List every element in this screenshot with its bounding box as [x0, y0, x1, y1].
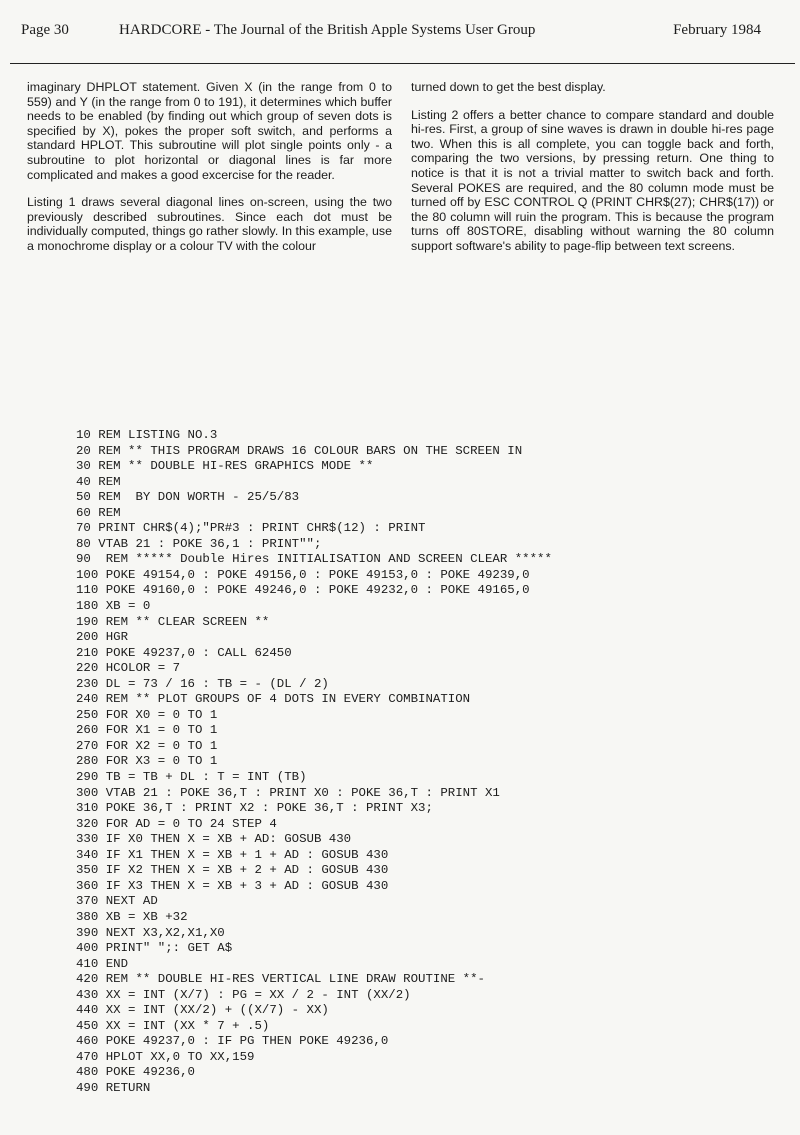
code-line: 300 VTAB 21 : POKE 36,T : PRINT X0 : POKE 36,T : PRINT X1 [76, 785, 500, 800]
code-line: 310 POKE 36,T : PRINT X2 : POKE 36,T : PRINT X3; [76, 801, 433, 816]
code-line: 460 POKE 49237,0 : IF PG THEN POKE 49236,0 [76, 1034, 389, 1049]
code-line: 350 IF X2 THEN X = XB + 2 + AD : GOSUB 430 [76, 863, 389, 878]
right-column [411, 80, 774, 267]
paragraph: imaginary DHPLOT statement. Given X (in the range from 0 to 559) and Y (in the range from 0 to 191), it determines which buffer needs to be enabled (by finding out which group of seven dots is specified by X), pokes the proper soft switch, and performs a standard HPLOT. This subroutine will plot single points only - a subroutine to plot horizontal or diagonal lines is far more complicated and makes a good excercise for the reader. [27, 80, 392, 182]
code-line: 40 REM [76, 474, 121, 489]
code-line: 320 FOR AD = 0 TO 24 STEP 4 [76, 816, 277, 831]
code-line: 70 PRINT CHR$(4);"PR#3 : PRINT CHR$(12) : PRINT [76, 521, 426, 536]
code-line: 390 NEXT X3,X2,X1,X0 [76, 925, 225, 940]
code-line: 470 HPLOT XX,0 TO XX,159 [76, 1049, 255, 1064]
code-line: 30 REM ** DOUBLE HI-RES GRAPHICS MODE ** [76, 459, 374, 474]
code-line: 490 RETURN [76, 1080, 151, 1095]
code-line: 20 REM ** THIS PROGRAM DRAWS 16 COLOUR BARS ON THE SCREEN IN [76, 443, 523, 458]
page-header [21, 22, 761, 46]
program-listing [76, 428, 791, 1097]
code-line: 190 REM ** CLEAR SCREEN ** [76, 614, 270, 629]
code-line: 370 NEXT AD [76, 894, 158, 909]
code-line: 360 IF X3 THEN X = XB + 3 + AD : GOSUB 430 [76, 878, 389, 893]
code-line: 90 REM ***** Double Hires INITIALISATION AND SCREEN CLEAR ***** [76, 552, 552, 567]
page-number: Page 30 [21, 22, 69, 38]
code-line: 50 REM BY DON WORTH - 25/5/83 [76, 490, 300, 505]
code-line: 380 XB = XB +32 [76, 909, 188, 924]
code-line: 480 POKE 49236,0 [76, 1065, 195, 1080]
issue-date: February 1984 [673, 22, 761, 38]
code-line: 250 FOR X0 = 0 TO 1 [76, 707, 218, 722]
code-line: 210 POKE 49237,0 : CALL 62450 [76, 645, 292, 660]
code-line: 440 XX = INT (XX/2) + ((X/7) - XX) [76, 1003, 329, 1018]
code-line: 430 XX = INT (X/7) : PG = XX / 2 - INT (XX/2) [76, 987, 411, 1002]
code-line: 410 END [76, 956, 129, 971]
code-line: 330 IF X0 THEN X = XB + AD: GOSUB 430 [76, 832, 352, 847]
code-line: 100 POKE 49154,0 : POKE 49156,0 : POKE 49153,0 : POKE 49239,0 [76, 567, 530, 582]
journal-title: HARDCORE - The Journal of the British Apple Systems User Group [119, 22, 536, 38]
code-line: 260 FOR X1 = 0 TO 1 [76, 723, 218, 738]
header-rule [10, 63, 795, 64]
code-line: 400 PRINT" ";: GET A$ [76, 941, 233, 956]
code-line: 230 DL = 73 / 16 : TB = - (DL / 2) [76, 676, 329, 691]
code-line: 420 REM ** DOUBLE HI-RES VERTICAL LINE DRAW ROUTINE **- [76, 972, 485, 987]
code-line: 450 XX = INT (XX * 7 + .5) [76, 1018, 270, 1033]
code-line: 270 FOR X2 = 0 TO 1 [76, 738, 218, 753]
code-line: 290 TB = TB + DL : T = INT (TB) [76, 770, 307, 785]
left-column [27, 80, 392, 267]
paragraph: turned down to get the best display. [411, 80, 606, 94]
code-line: 240 REM ** PLOT GROUPS OF 4 DOTS IN EVERY COMBINATION [76, 692, 471, 707]
paragraph: Listing 2 offers a better chance to compare standard and double hi-res. First, a group of sine waves is drawn in double hi-res page two. When this is all complete, you can toggle back and forth, comparing the two versions, by pressing return. One thing to notice is that it is not a trivial matter to switch back and forth. Several POKES are required, and the 80 column mode must be turned off by ESC CONTROL Q (PRINT CHR$(27); CHR$(17)) or the 80 column will ruin the program. This is because the program turns off 80STORE, disabling without warning the 80 column support software's ability to page-flip between text screens. [411, 107, 774, 253]
code-line: 340 IF X1 THEN X = XB + 1 + AD : GOSUB 430 [76, 847, 389, 862]
code-line: 10 REM LISTING NO.3 [76, 428, 218, 442]
code-line: 280 FOR X3 = 0 TO 1 [76, 754, 218, 769]
code-line: 110 POKE 49160,0 : POKE 49246,0 : POKE 49232,0 : POKE 49165,0 [76, 583, 530, 598]
code-line: 80 VTAB 21 : POKE 36,1 : PRINT""; [76, 536, 322, 551]
code-line: 60 REM [76, 505, 121, 520]
code-line: 200 HGR [76, 630, 129, 645]
paragraph: Listing 1 draws several diagonal lines on-screen, using the two previously described subroutines. Since each dot must be individually computed, things go rather slowly. In this example, use a monochrome display or a colour TV with the colour [27, 195, 392, 253]
code-line: 180 XB = 0 [76, 599, 151, 614]
code-line: 220 HCOLOR = 7 [76, 661, 181, 676]
